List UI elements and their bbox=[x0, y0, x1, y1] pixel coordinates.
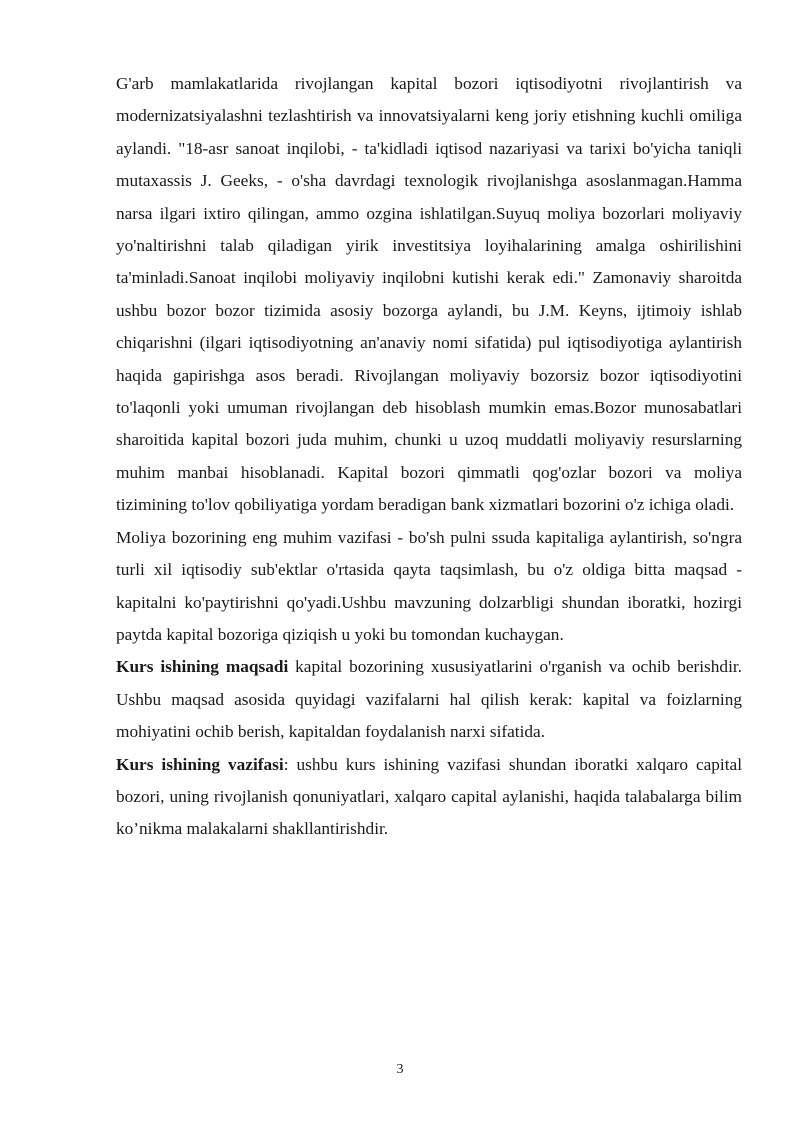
course-goal-heading: Kurs ishining maqsadi bbox=[116, 657, 289, 677]
paragraph-financial-market bbox=[116, 522, 742, 652]
paragraph-course-goal bbox=[116, 651, 742, 748]
paragraph-course-task bbox=[116, 749, 742, 846]
course-task-text: : ushbu kurs ishining vazifasi shundan iboratki xalqaro capital bozori, uning rivojlanish qonuniyatlari, xalqaro capital aylanishi, haqida talabalarga bilim ko’nikma malakalarni shakllantirishdir. bbox=[116, 754, 742, 839]
page-number: 3 bbox=[396, 1062, 404, 1077]
paragraph-intro bbox=[116, 68, 742, 522]
course-goal-text: kapital bozorining xususiyatlarini o'rganish va ochib berishdir. Ushbu maqsad asosida quyidagi vazifalarni hal qilish kerak: kapital va foizlarning mohiyatini ochib berish, kapitaldan foydalanish narxi sifatida. bbox=[116, 657, 742, 742]
paragraph-intro-text: G'arb mamlakatlarida rivojlangan kapital bozori iqtisodiyotni rivojlantirish va modernizatsiyalashni tezlashtirish va innovatsiyalarni keng joriy etishning kuchli omiliga aylandi. "18-asr sanoat inqilobi, - ta'kidladi iqtisod nazariyasi va tarixi bo'yicha taniqli mutaxassis J. Geeks, - o'sha davrdagi texnologik rivojlanishga asoslanmagan.Hamma narsa ilgari ixtiro qilingan, ammo ozgina ishlatilgan.Suyuq moliya bozorlari moliyaviy yo'naltirishni talab qiladigan yirik investitsiya loyihalarining amalga oshirilishini ta'minladi.Sanoat inqilobi moliyaviy inqilobni kutishi kerak edi." Zamonaviy sharoitda ushbu bozor bozor tizimida asosiy bozorga aylandi, bu J.M. Keyns, ijtimoiy ishlab chiqarishni (ilgari iqtisodiyotning an'anaviy nomi sifatida) pul iqtisodiyotiga aylantirish haqida gapirishga asos beradi. Rivojlangan moliyaviy bozorsiz bozor iqtisodiyotini to'laqonli yoki umuman rivojlangan deb hisoblash mumkin emas.Bozor munosabatlari sharoitida kapital bozori juda muhim, chunki u uzoq muddatli moliyaviy resurslarning muhim manbai hisoblanadi. Kapital bozori qimmatli qog'ozlar bozori va moliya tizimining to'lov qobiliyatiga yordam beradigan bank xizmatlari bozorini o'z ichiga oladi. bbox=[116, 74, 742, 515]
course-task-heading: Kurs ishining vazifasi bbox=[116, 754, 284, 774]
paragraph-financial-market-text: Moliya bozorining eng muhim vazifasi - bo'sh pulni ssuda kapitaliga aylantirish, so'ngra turli xil iqtisodiy sub'ektlar o'rtasida qayta taqsimlash, bu o'z oldiga bitta maqsad - kapitalni ko'paytirishni qo'yadi.Ushbu mavzuning dolzarbligi shundan iboratki, hozirgi paytda kapital bozoriga qiziqish u yoki bu tomondan kuchaygan. bbox=[116, 527, 742, 644]
body-text bbox=[116, 68, 742, 846]
